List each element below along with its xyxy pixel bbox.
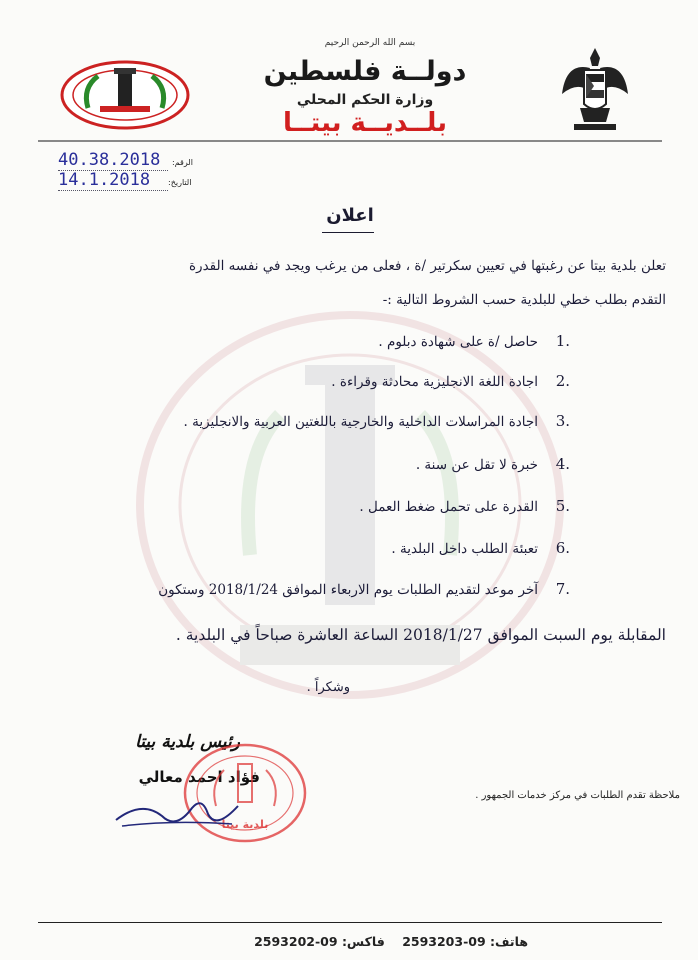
municipality-name: بلــديــة بيتــا <box>282 108 448 138</box>
item-number: 3. <box>555 412 570 430</box>
footer-divider <box>38 922 662 923</box>
reference-value: 40.38.2018 <box>58 150 168 171</box>
list-item: اجادة اللغة الانجليزية محادثة وقراءة . <box>331 374 538 390</box>
fax-label: فاكس: <box>341 934 385 949</box>
list-item: خبرة لا تقل عن سنة . <box>415 457 538 473</box>
item-number: 4. <box>555 455 570 473</box>
item-number: 7. <box>555 580 570 598</box>
list-item: اجادة المراسلات الداخلية والخارجية باللغتين العربية والانجليزية . <box>183 414 538 430</box>
title-underline <box>322 232 374 233</box>
list-item: تعبئة الطلب داخل البلدية . <box>391 541 538 557</box>
intro-line-2: التقدم بطلب خطي للبلدية حسب الشروط التالية :- <box>382 292 666 308</box>
fax-number: 09-2593202 <box>254 934 338 949</box>
ministry-name: وزارة الحكم المحلي <box>296 92 434 108</box>
phone-label: هاتف: <box>490 934 528 949</box>
list-item: آخر موعد لتقديم الطلبات يوم الاربعاء الموافق 2018/1/24 وستكون <box>158 582 538 598</box>
header-divider <box>38 140 662 142</box>
item-number: 2. <box>555 372 570 390</box>
announcement-title: اعلان <box>326 205 374 226</box>
handwritten-signature <box>112 790 242 835</box>
signatory-title: رئيس بلدية بيتا <box>135 732 240 752</box>
municipality-logo-icon <box>60 60 190 130</box>
thanks-text: وشكراً . <box>306 680 350 695</box>
note-text: ملاحظة تقدم الطلبات في مركز خدمات الجمهور . <box>475 790 680 801</box>
signatory-name: فؤاد احمد معالي <box>138 768 260 786</box>
footer-contacts <box>228 934 528 949</box>
date-label: التاريخ: <box>168 178 192 187</box>
reference-label: الرقم: <box>172 158 193 167</box>
basmala: بسم الله الرحمن الرحيم <box>324 38 416 48</box>
state-name: دولــة فلسطين <box>263 56 467 87</box>
list-item: القدرة على تحمل ضغط العمل . <box>359 499 538 515</box>
date-value: 14.1.2018 <box>58 170 168 191</box>
intro-line-1: تعلن بلدية بيتا عن رغبتها في تعيين سكرتير /ة ، فعلى من يرغب ويجد في نفسه القدرة <box>188 258 666 274</box>
phone-number: 09-2593203 <box>402 934 486 949</box>
palestine-eagle-emblem-icon <box>560 44 630 132</box>
stamp-text: بلدية بيتا <box>221 818 269 831</box>
item-number: 1. <box>555 332 570 350</box>
list-item: حاصل /ة على شهادة دبلوم . <box>378 334 538 350</box>
item-7-line-2: المقابلة يوم السبت الموافق 2018/1/27 الساعة العاشرة صباحاً في البلدية . <box>175 626 666 644</box>
item-number: 6. <box>555 539 570 557</box>
item-number: 5. <box>555 497 570 515</box>
